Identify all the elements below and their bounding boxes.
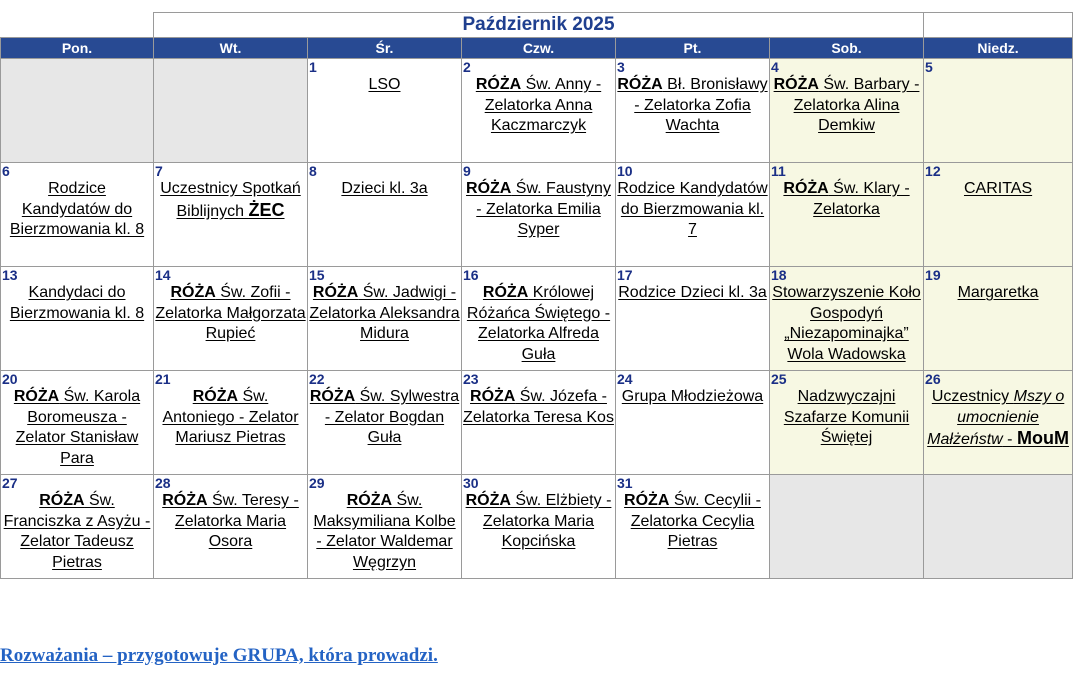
day-cell: [308, 475, 462, 579]
day-number: 31: [617, 475, 633, 491]
day-event[interactable]: [1, 491, 153, 573]
event-text: Św. Anny - Zelatorka Anna Kaczmarczyk: [484, 76, 602, 134]
day-number: 21: [155, 371, 171, 387]
event-prefix: RÓŻA: [346, 492, 393, 509]
day-cell: [154, 475, 308, 579]
day-event[interactable]: [770, 387, 923, 449]
day-event[interactable]: [770, 75, 923, 137]
day-cell: [1, 475, 154, 579]
day-event[interactable]: [1, 283, 153, 324]
event-text: Rodzice Kandydatów do Bierzmowania kl. 8: [9, 180, 145, 238]
event-group-abbr: MouM: [1016, 428, 1069, 448]
event-prefix: RÓŻA: [39, 492, 85, 509]
title-spacer: [1, 13, 154, 38]
weekday-header: Czw.: [462, 38, 616, 59]
event-prefix: RÓŻA: [192, 388, 239, 405]
day-event[interactable]: [308, 283, 461, 345]
day-number: 10: [617, 163, 633, 179]
event-text: Św. Elżbiety - Zelatorka Maria Kopcińska: [482, 492, 612, 550]
day-cell: [924, 59, 1073, 163]
day-number: 3: [617, 59, 625, 75]
day-cell: [770, 371, 924, 475]
day-number: 30: [463, 475, 479, 491]
event-prefix: RÓŻA: [13, 388, 60, 405]
event-prefix: RÓŻA: [482, 284, 529, 301]
event-text: Św. Zofii - Zelatorka Małgorzata Rupieć: [155, 284, 306, 342]
day-number: 23: [463, 371, 479, 387]
day-number: 26: [925, 371, 941, 387]
event-group-abbr: ŻEC: [248, 199, 285, 220]
event-text: Św. Antoniego - Zelator Mariusz Pietras: [162, 388, 299, 446]
day-number: 28: [155, 475, 171, 491]
day-cell: [924, 163, 1073, 267]
event-text: Św. Józefa - Zelatorka Teresa Kos: [463, 388, 614, 426]
event-text: Św. Maksymiliana Kolbe - Zelator Waldemar Węgrzyn: [313, 492, 456, 571]
day-cell: [154, 371, 308, 475]
day-event[interactable]: [616, 387, 769, 408]
day-cell: [924, 371, 1073, 475]
event-text: Kandydaci do Bierzmowania kl. 8: [9, 284, 145, 322]
weekday-header: Pt.: [616, 38, 770, 59]
event-text: Stowarzyszenie Koło Gospodyń „Niezapominajka” Wola Wadowska: [772, 284, 921, 363]
event-prefix: RÓŻA: [470, 388, 516, 405]
day-cell: [308, 267, 462, 371]
event-italic-text: Mszy o umocnienie Małżeństw: [927, 388, 1065, 448]
day-number: 22: [309, 371, 325, 387]
day-number: 15: [309, 267, 325, 283]
empty-day-cell: [770, 475, 924, 579]
day-event[interactable]: [154, 491, 307, 553]
event-prefix: RÓŻA: [773, 76, 819, 93]
empty-day-cell: [154, 59, 308, 163]
day-number: 24: [617, 371, 633, 387]
event-prefix: RÓŻA: [617, 76, 663, 93]
day-number: 11: [771, 163, 786, 179]
event-prefix: RÓŻA: [624, 492, 670, 509]
day-event[interactable]: [308, 491, 461, 573]
event-text: Św. Karola Boromeusza - Zelator Stanisław Para: [15, 388, 141, 467]
day-cell: [1, 163, 154, 267]
day-event[interactable]: [308, 75, 461, 96]
day-number: 7: [155, 163, 163, 179]
day-event[interactable]: [154, 179, 307, 222]
day-cell: [462, 267, 616, 371]
empty-day-cell: [1, 59, 154, 163]
day-number: 19: [925, 267, 941, 283]
day-event[interactable]: [154, 387, 307, 449]
day-cell: [154, 267, 308, 371]
day-cell: [462, 475, 616, 579]
event-prefix: RÓŻA: [466, 180, 512, 197]
event-prefix: RÓŻA: [312, 284, 359, 301]
day-cell: [462, 59, 616, 163]
day-event[interactable]: [1, 179, 153, 241]
day-number: 18: [771, 267, 787, 283]
day-number: 17: [617, 267, 633, 283]
day-event[interactable]: [308, 387, 461, 449]
event-text: Margaretka: [957, 284, 1039, 301]
day-number: 29: [309, 475, 325, 491]
day-cell: [616, 475, 770, 579]
event-text: Bł. Bronisławy - Zelatorka Zofia Wachta: [634, 76, 768, 134]
day-event[interactable]: [154, 283, 307, 345]
event-prefix: RÓŻA: [309, 388, 356, 405]
day-cell: [770, 163, 924, 267]
month-title: Październik 2025: [154, 13, 924, 38]
event-text: Św. Barbary - Zelatorka Alina Demkiw: [793, 76, 920, 134]
day-event[interactable]: [924, 283, 1072, 304]
event-text: -: [1002, 431, 1017, 448]
day-event[interactable]: [462, 75, 615, 137]
day-number: 8: [309, 163, 317, 179]
event-text: Nadzwyczajni Szafarze Komunii Świętej: [783, 388, 910, 446]
weekday-header: Niedz.: [924, 38, 1073, 59]
day-event[interactable]: [616, 179, 769, 241]
day-cell: [924, 267, 1073, 371]
day-cell: [616, 59, 770, 163]
day-cell: [308, 371, 462, 475]
day-event[interactable]: [616, 75, 769, 137]
day-event[interactable]: [308, 179, 461, 200]
day-event[interactable]: [616, 491, 769, 553]
calendar-week: [1, 267, 1073, 371]
calendar-week: [1, 371, 1073, 475]
day-number: 2: [463, 59, 471, 75]
event-text: Grupa Młodzieżowa: [621, 388, 764, 405]
event-text: Św. Franciszka z Asyżu - Zelator Tadeusz Pietras: [3, 492, 151, 571]
event-text: Św. Teresy - Zelatorka Maria Osora: [174, 492, 299, 550]
day-cell: [616, 371, 770, 475]
day-cell: [770, 59, 924, 163]
day-cell: [154, 163, 308, 267]
event-text: Uczestnicy: [931, 388, 1014, 405]
event-prefix: RÓŻA: [475, 76, 522, 93]
day-cell: [770, 267, 924, 371]
event-text: Św. Sylwestra - Zelator Bogdan Guła: [324, 388, 460, 446]
calendar-week: [1, 59, 1073, 163]
event-text: Św. Klary - Zelatorka: [813, 180, 910, 218]
day-cell: [616, 267, 770, 371]
title-spacer: [924, 13, 1073, 38]
weekday-header: Wt.: [154, 38, 308, 59]
day-number: 5: [925, 59, 933, 75]
event-text: Rodzice Kandydatów do Bierzmowania kl. 7: [617, 180, 768, 238]
day-cell: [1, 371, 154, 475]
day-number: 9: [463, 163, 471, 179]
calendar-weeks: [1, 59, 1073, 579]
reflections-link[interactable]: Rozważania – przygotowuje GRUPA, która prowadzi.: [0, 645, 438, 666]
day-event[interactable]: [462, 179, 615, 241]
event-text: Św. Jadwigi - Zelatorka Aleksandra Midura: [309, 284, 460, 342]
day-cell: [462, 371, 616, 475]
event-text: LSO: [368, 76, 401, 93]
weekday-header: Śr.: [308, 38, 462, 59]
calendar-week: [1, 163, 1073, 267]
day-number: 20: [2, 371, 18, 387]
event-text: Św. Cecylii - Zelatorka Cecylia Pietras: [630, 492, 761, 550]
day-cell: [308, 163, 462, 267]
day-event[interactable]: [924, 179, 1072, 200]
day-event[interactable]: [462, 387, 615, 428]
weekday-header: Sob.: [770, 38, 924, 59]
day-event[interactable]: [924, 387, 1072, 451]
day-event[interactable]: [770, 179, 923, 220]
day-number: 12: [925, 163, 941, 179]
day-event[interactable]: [462, 283, 615, 365]
day-event[interactable]: [1, 387, 153, 469]
day-event[interactable]: [462, 491, 615, 553]
weekday-header: Pon.: [1, 38, 154, 59]
event-prefix: RÓŻA: [170, 284, 216, 301]
day-number: 14: [155, 267, 171, 283]
day-number: 27: [2, 475, 18, 491]
event-text: Uczestnicy Spotkań Biblijnych: [160, 180, 301, 220]
event-text: Dzieci kl. 3a: [341, 180, 428, 197]
day-number: 13: [2, 267, 18, 283]
event-text: CARITAS: [963, 180, 1033, 197]
day-number: 4: [771, 59, 779, 75]
event-prefix: RÓŻA: [465, 492, 511, 509]
empty-day-cell: [924, 475, 1073, 579]
day-number: 1: [309, 59, 317, 75]
event-text: Św. Faustyny - Zelatorka Emilia Syper: [476, 180, 611, 238]
event-text: Królowej Różańca Świętego - Zelatorka Alfreda Guła: [466, 284, 611, 363]
day-cell: [1, 267, 154, 371]
day-cell: [616, 163, 770, 267]
event-text: Rodzice Dzieci kl. 3a: [618, 284, 767, 301]
event-prefix: RÓŻA: [783, 180, 829, 197]
day-number: 25: [771, 371, 787, 387]
day-event[interactable]: [616, 283, 769, 304]
event-prefix: RÓŻA: [162, 492, 208, 509]
day-number: 16: [463, 267, 479, 283]
day-cell: [462, 163, 616, 267]
day-event[interactable]: [770, 283, 923, 365]
day-cell: [308, 59, 462, 163]
day-number: 6: [2, 163, 10, 179]
calendar-week: [1, 475, 1073, 579]
calendar-table: [0, 12, 1073, 579]
